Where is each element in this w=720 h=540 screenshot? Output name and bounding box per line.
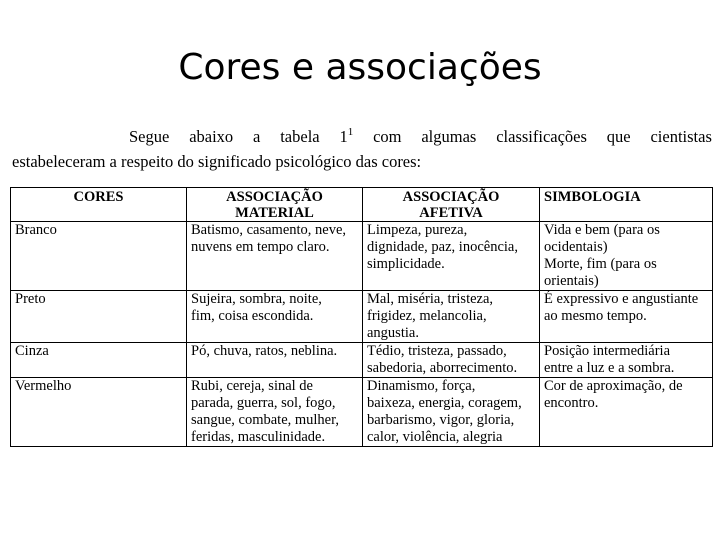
cell-material: Batismo, casamento, neve, nuvens em tempo claro.	[187, 222, 363, 291]
intro-line-1	[12, 124, 712, 149]
page-title: Cores e associações	[178, 47, 542, 88]
header-associacao-afetiva: ASSOCIAÇÃO AFETIVA	[363, 188, 540, 222]
cell-material: Pó, chuva, ratos, neblina.	[187, 343, 363, 378]
intro-word: cientistas	[650, 127, 712, 146]
cell-afetiva: Mal, miséria, tristeza, frigidez, melancolia, angustia.	[363, 291, 540, 343]
cell-material: Sujeira, sombra, noite, fim, coisa escondida.	[187, 291, 363, 343]
intro-word: que	[606, 127, 631, 146]
intro-paragraph	[12, 124, 712, 174]
intro-word: abaixo	[189, 127, 234, 146]
cell-afetiva: Dinamismo, força, baixeza, energia, coragem, barbarismo, vigor, gloria, calor, violência, alegria	[363, 378, 540, 447]
table-row	[11, 378, 713, 447]
cell-cor: Cinza	[11, 343, 187, 378]
footnote-marker: 1	[347, 126, 354, 138]
intro-word: a	[253, 127, 261, 146]
intro-line-2: estabeleceram a respeito do significado psicológico das cores:	[12, 152, 422, 171]
cell-simbologia: Cor de aproximação, de encontro.	[540, 378, 713, 447]
cell-simbologia: Vida e bem (para os ocidentais) Morte, fim (para os orientais)	[540, 222, 713, 291]
intro-word: algumas	[421, 127, 477, 146]
cell-afetiva: Tédio, tristeza, passado, sabedoria, aborrecimento.	[363, 343, 540, 378]
intro-word-table-number: $1^1$	[339, 126, 354, 146]
cell-cor: Preto	[11, 291, 187, 343]
cell-cor: Vermelho	[11, 378, 187, 447]
cell-afetiva: Limpeza, pureza, dignidade, paz, inocência, simplicidade.	[363, 222, 540, 291]
intro-word: Segue	[129, 127, 170, 146]
table-row	[11, 291, 713, 343]
cell-simbologia: Posição intermediária entre a luz e a sombra.	[540, 343, 713, 378]
intro-word: classificações	[496, 127, 587, 146]
intro-word: tabela	[280, 127, 320, 146]
cell-simbologia: É expressivo e angustiante ao mesmo tempo.	[540, 291, 713, 343]
table-header-row	[11, 188, 713, 222]
header-associacao-material: ASSOCIAÇÃO MATERIAL	[187, 188, 363, 222]
colors-table	[10, 187, 713, 447]
table-row	[11, 222, 713, 291]
header-cores: CORES	[11, 188, 187, 222]
cell-cor: Branco	[11, 222, 187, 291]
table-row	[11, 343, 713, 378]
intro-word: com	[373, 127, 402, 146]
header-simbologia: SIMBOLOGIA	[540, 188, 713, 222]
cell-material: Rubi, cereja, sinal de parada, guerra, sol, fogo, sangue, combate, mulher, feridas, masculinidade.	[187, 378, 363, 447]
